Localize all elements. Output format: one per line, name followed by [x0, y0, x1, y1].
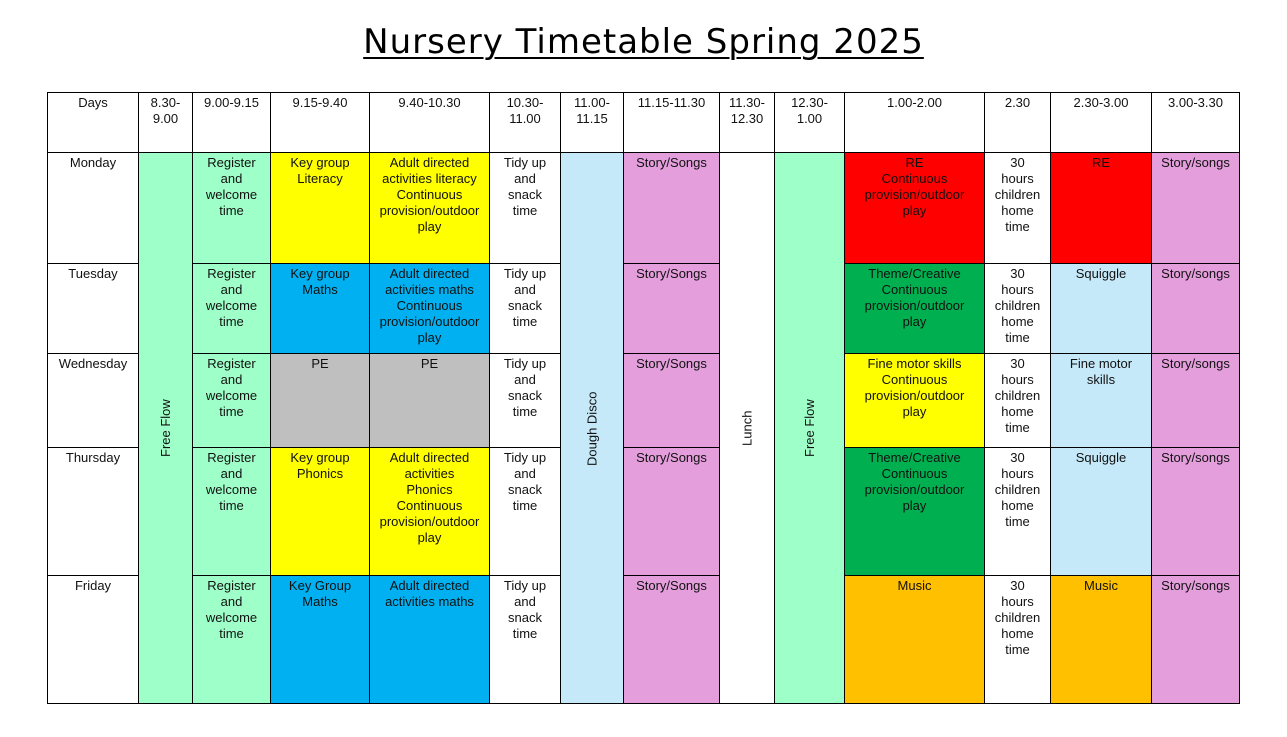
afternoon-cell: Theme/Creative Continuous provision/outdoor play — [845, 448, 985, 576]
tidy-up-cell: Tidy up and snack time — [490, 448, 561, 576]
register-cell: Register and welcome time — [193, 448, 271, 576]
day-label: Monday — [48, 153, 139, 264]
register-cell: Register and welcome time — [193, 263, 271, 354]
day-label: Tuesday — [48, 263, 139, 354]
row-thursday — [48, 448, 1240, 576]
end-of-day-cell: Story/songs — [1152, 576, 1240, 704]
thirty-hours-cell: 30 hours children home time — [985, 448, 1051, 576]
header-time: 10.30- 11.00 — [490, 93, 561, 153]
adult-directed-cell: Adult directed activities literacy Continuous provision/outdoor play — [370, 153, 490, 264]
header-time: 9.15-9.40 — [271, 93, 370, 153]
afternoon-cell: Theme/Creative Continuous provision/outdoor play — [845, 263, 985, 354]
header-time: 2.30 — [985, 93, 1051, 153]
row-monday — [48, 153, 1240, 264]
header-days: Days — [48, 93, 139, 153]
afternoon-cell: RE Continuous provision/outdoor play — [845, 153, 985, 264]
story-songs-cell: Story/Songs — [624, 153, 720, 264]
register-cell: Register and welcome time — [193, 354, 271, 448]
header-time: 11.00- 11.15 — [561, 93, 624, 153]
thirty-hours-cell: 30 hours children home time — [985, 153, 1051, 264]
keygroup-cell: Key Group Maths — [271, 576, 370, 704]
tidy-up-cell: Tidy up and snack time — [490, 263, 561, 354]
adult-directed-cell: Adult directed activities maths Continuous provision/outdoor play — [370, 263, 490, 354]
row-tuesday — [48, 263, 1240, 354]
tidy-up-cell: Tidy up and snack time — [490, 576, 561, 704]
adult-directed-cell: Adult directed activities Phonics Continuous provision/outdoor play — [370, 448, 490, 576]
thirty-hours-cell: 30 hours children home time — [985, 576, 1051, 704]
lunch-cell: Lunch — [720, 153, 775, 704]
afternoon-cell: Fine motor skills Continuous provision/outdoor play — [845, 354, 985, 448]
header-time: 12.30- 1.00 — [775, 93, 845, 153]
row-wednesday — [48, 354, 1240, 448]
header-time: 11.15-11.30 — [624, 93, 720, 153]
thirty-hours-cell: 30 hours children home time — [985, 263, 1051, 354]
late-afternoon-cell: RE — [1051, 153, 1152, 264]
header-time: 1.00-2.00 — [845, 93, 985, 153]
keygroup-cell: PE — [271, 354, 370, 448]
story-songs-cell: Story/Songs — [624, 448, 720, 576]
story-songs-cell: Story/Songs — [624, 354, 720, 448]
free-flow-pm-cell: Free Flow — [775, 153, 845, 704]
tidy-up-cell: Tidy up and snack time — [490, 153, 561, 264]
thirty-hours-cell: 30 hours children home time — [985, 354, 1051, 448]
header-time: 11.30- 12.30 — [720, 93, 775, 153]
header-time: 8.30- 9.00 — [139, 93, 193, 153]
day-label: Thursday — [48, 448, 139, 576]
header-time: 2.30-3.00 — [1051, 93, 1152, 153]
end-of-day-cell: Story/songs — [1152, 354, 1240, 448]
free-flow-am-cell: Free Flow — [139, 153, 193, 704]
register-cell: Register and welcome time — [193, 153, 271, 264]
header-time: 3.00-3.30 — [1152, 93, 1240, 153]
end-of-day-cell: Story/songs — [1152, 263, 1240, 354]
afternoon-cell: Music — [845, 576, 985, 704]
late-afternoon-cell: Music — [1051, 576, 1152, 704]
header-time: 9.40-10.30 — [370, 93, 490, 153]
story-songs-cell: Story/Songs — [624, 576, 720, 704]
late-afternoon-cell: Squiggle — [1051, 263, 1152, 354]
end-of-day-cell: Story/songs — [1152, 153, 1240, 264]
story-songs-cell: Story/Songs — [624, 263, 720, 354]
keygroup-cell: Key group Phonics — [271, 448, 370, 576]
adult-directed-cell: PE — [370, 354, 490, 448]
tidy-up-cell: Tidy up and snack time — [490, 354, 561, 448]
keygroup-cell: Key group Maths — [271, 263, 370, 354]
day-label: Friday — [48, 576, 139, 704]
register-cell: Register and welcome time — [193, 576, 271, 704]
row-friday — [48, 576, 1240, 704]
day-label: Wednesday — [48, 354, 139, 448]
timetable — [47, 92, 1240, 704]
header-time: 9.00-9.15 — [193, 93, 271, 153]
end-of-day-cell: Story/songs — [1152, 448, 1240, 576]
adult-directed-cell: Adult directed activities maths — [370, 576, 490, 704]
header-row — [48, 93, 1240, 153]
dough-disco-cell: Dough Disco — [561, 153, 624, 704]
keygroup-cell: Key group Literacy — [271, 153, 370, 264]
page-title: Nursery Timetable Spring 2025 — [363, 22, 924, 62]
late-afternoon-cell: Fine motor skills — [1051, 354, 1152, 448]
late-afternoon-cell: Squiggle — [1051, 448, 1152, 576]
